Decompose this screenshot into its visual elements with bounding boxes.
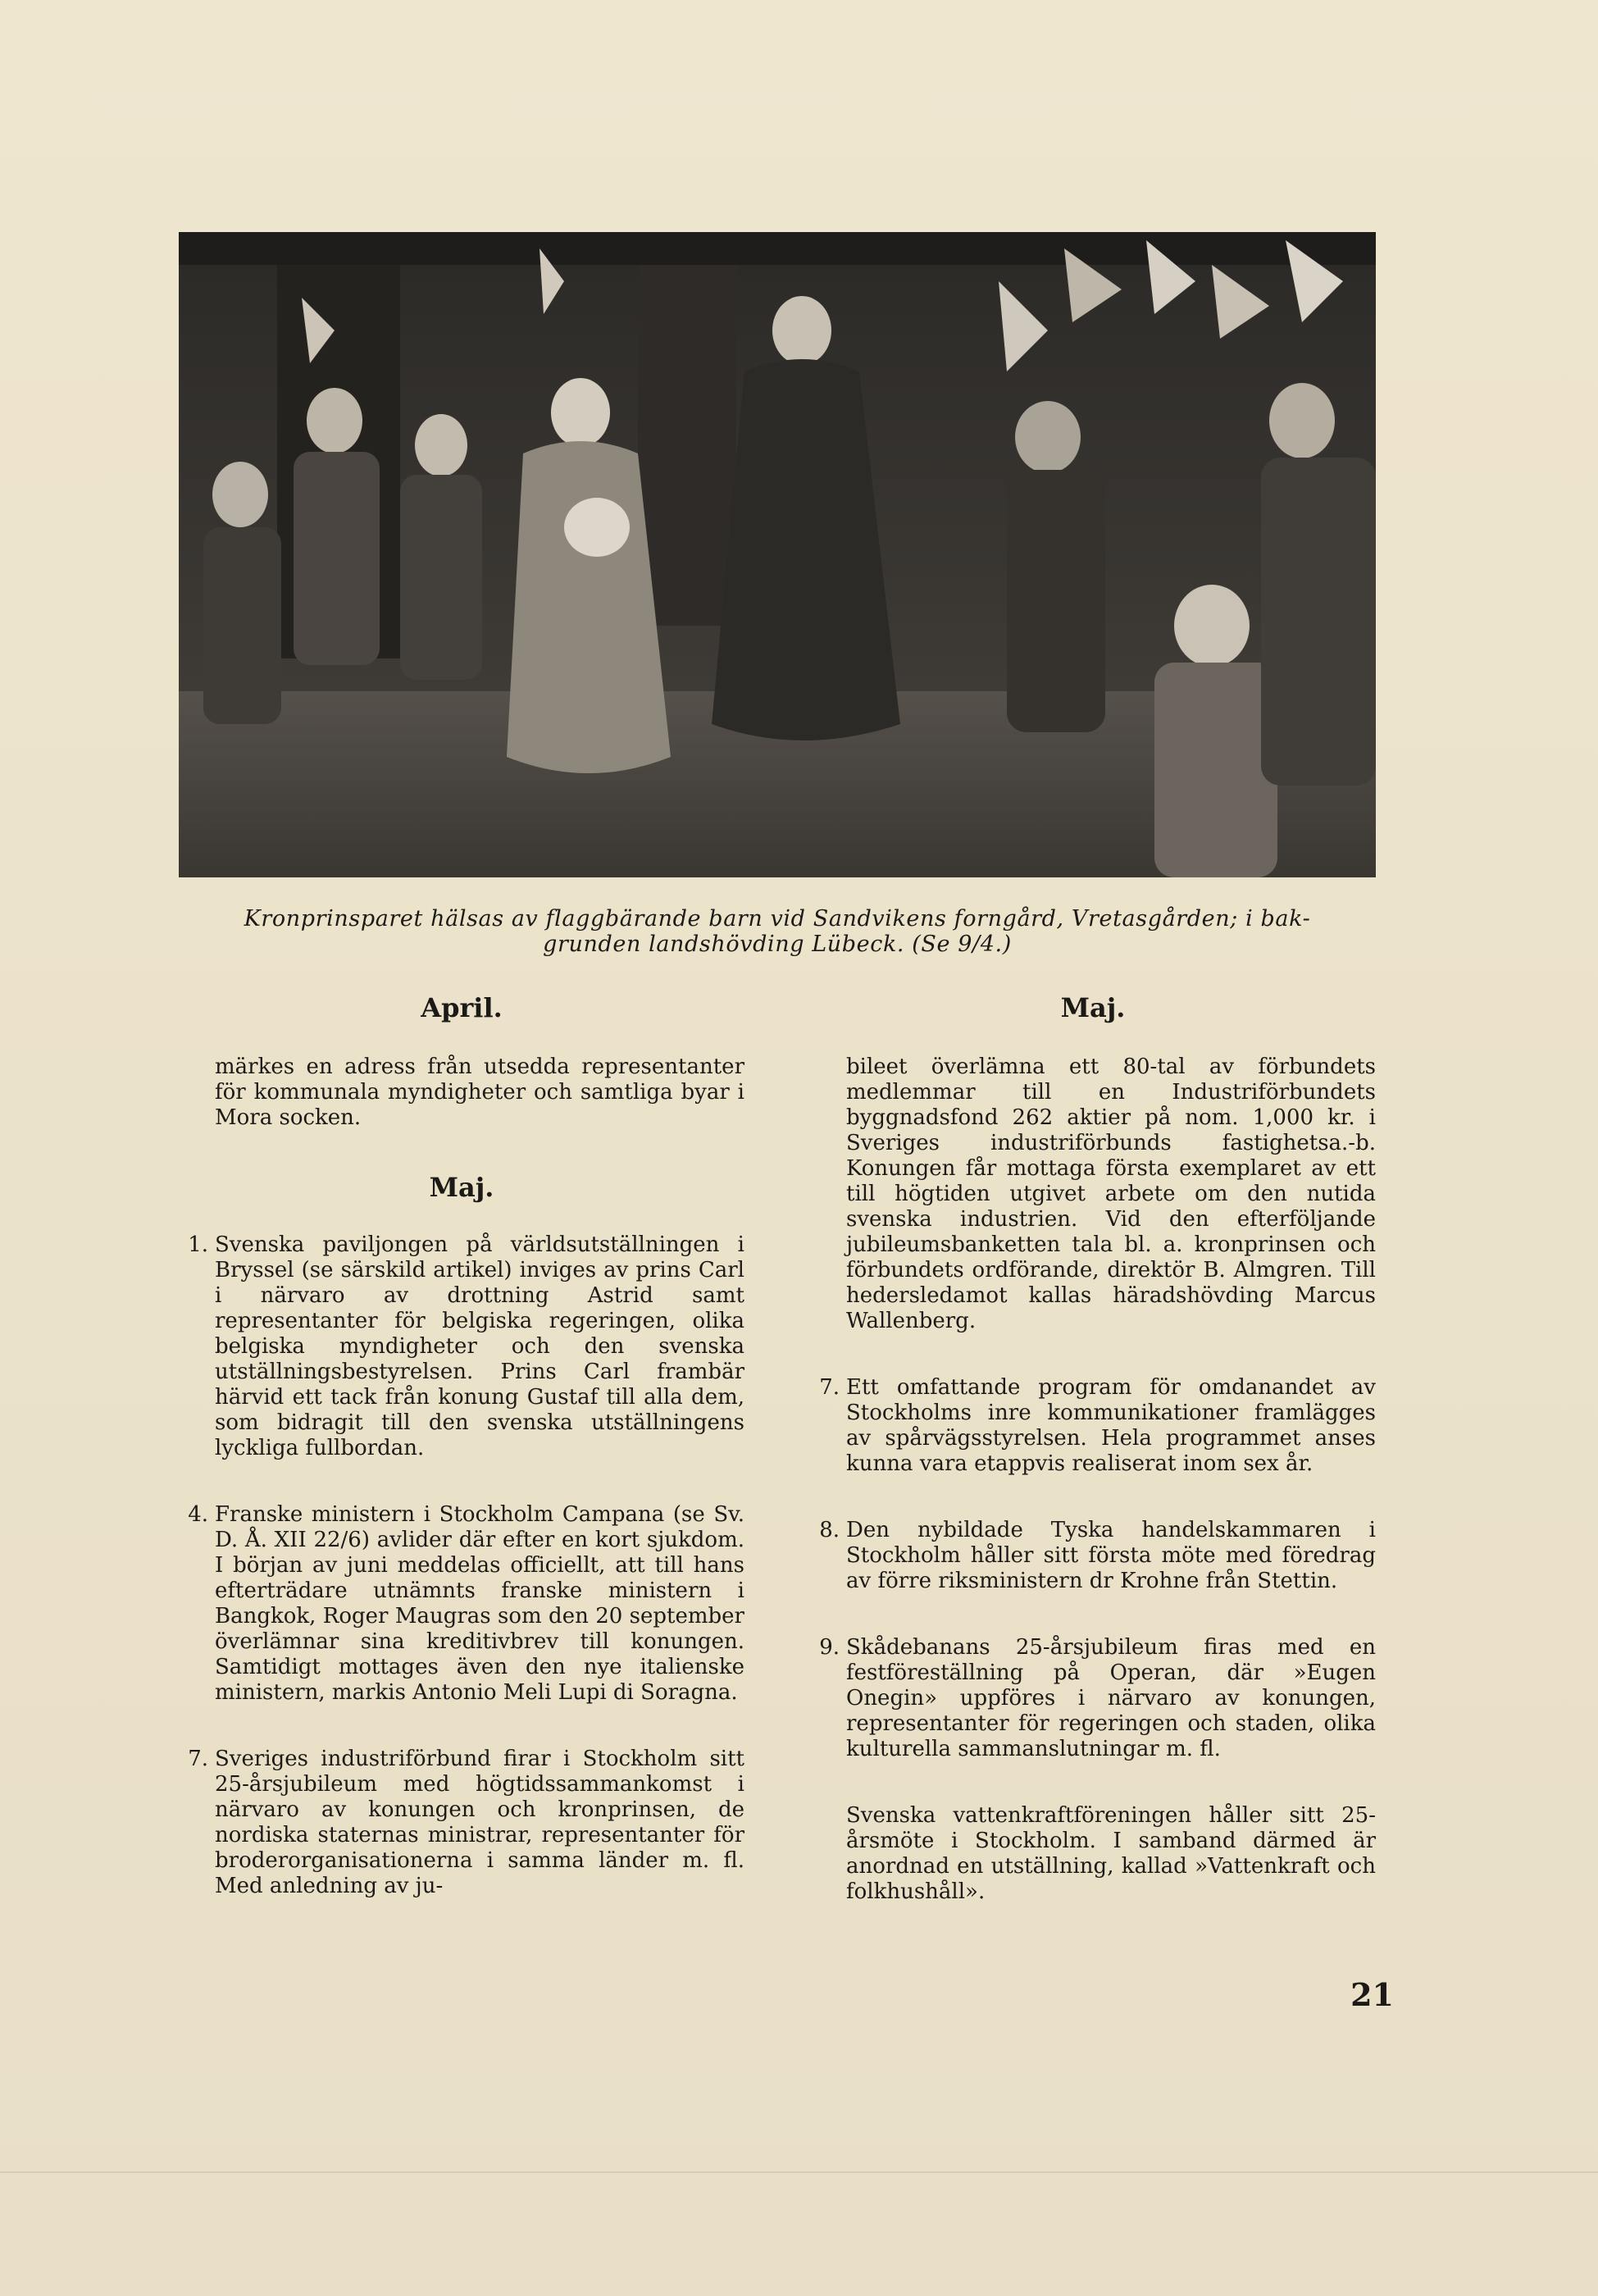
right-column [810,992,1376,1946]
list-item [810,1635,1376,1762]
caption-line-1: Kronprinsparet hälsas av flaggbärande barn vid Sandvikens forngård, Vretasgården; i bak- [244,906,1311,932]
page-fold-line [0,2171,1598,2173]
continuation-block [810,1055,1376,1334]
month-heading-maj-right: Maj. [1060,992,1126,1023]
entry-text: Skådebanans 25-årsjubileum firas med en festföreställning på Operan, där »Eugen Onegin» uppföres i närvaro av konungen, representanter för regeringen och staden, olika kulturella sammanslutningar m. fl. [846,1635,1376,1761]
photograph [179,232,1376,877]
entry-text: Ett omfattande program för omdanandet av Stockholms inre kommunikationer framlägges av spårvägsstyrelsen. Hela programmet anses kunna vara etappvis realiserat inom sex år. [846,1375,1376,1476]
april-intro-text: märkes en adress från utsedda representanter för kommunala myndigheter och samtliga byar i Mora socken. [215,1055,744,1130]
photo-illustration [179,232,1376,877]
list-item [810,1375,1376,1477]
list-item [810,1518,1376,1594]
entry-date: 4. [188,1502,208,1527]
entry-text: Den nybildade Tyska handelskammaren i Stockholm håller sitt första möte med föredrag av förre riksministern dr Krohne från Stettin. [846,1518,1376,1593]
month-heading-maj: Maj. [429,1172,494,1203]
entry-text: Franske ministern i Stockholm Campana (se Sv. D. Å. XII 22/6) avlider där efter en kort sjukdom. I början av juni meddelas officiellt, att till hans efterträdare utnämnts franske ministern i Bangkok, Roger Maugras som den 20 september överlämnar sina kreditivbrev till konungen. Samtidigt mottages även den nye italienske ministern, markis Antonio Meli Lupi di Soragna. [215,1502,744,1705]
entry-date: 9. [819,1635,840,1660]
entry-date: 7. [819,1375,840,1400]
closing-text: Svenska vattenkraftföreningen håller sitt 25-årsmöte i Stockholm. I samband därmed är anordnad en utställning, kallad »Vattenkraft och folkhushåll». [846,1803,1376,1904]
photo-caption [179,906,1376,957]
list-item [179,1502,744,1706]
entry-date: 1. [188,1232,208,1257]
entry-date: 7. [188,1747,208,1771]
left-column [179,992,744,1940]
list-item [179,1747,744,1899]
month-heading-april: April. [421,992,503,1023]
entry-date: 8. [819,1518,840,1542]
entry-text: Svenska paviljongen på världsutställningen i Bryssel (se särskild artikel) inviges av prins Carl i närvaro av drottning Astrid samt representanter för belgiska regeringen, olika belgiska myndigheter och den svenska utställningsbestyrelsen. Prins Carl frambär härvid ett tack från konung Gustaf till alla dem, som bidragit till den svenska utställningens lyckliga fullbordan. [215,1232,744,1460]
list-item [179,1232,744,1461]
page-number: 21 [1350,1976,1394,2013]
entry-text: Sveriges industriförbund firar i Stockholm sitt 25-årsjubileum med högtidssammankomst i närvaro av konungen och kronprinsen, de nordiska staternas ministrar, representanter för broderorganisationerna i samma länder m. fl. Med anledning av ju- [215,1747,744,1898]
continuation-text: bileet överlämna ett 80-tal av förbundets medlemmar till en Industriförbundets byggnadsfond 262 aktier på nom. 1,000 kr. i Sveriges industriförbunds fastighetsa.-b. Konungen får mottaga första exemplaret av ett till högtiden utgivet arbete om den nutida svenska industrien. Vid den efterföljande jubileumsbanketten tala bl. a. kronprinsen och förbundets ordförande, direktör B. Almgren. Till hedersledamot kallas häradshövding Marcus Wallenberg. [846,1055,1376,1333]
closing-block [810,1803,1376,1905]
caption-line-2: grunden landshövding Lübeck. (Se 9/4.) [543,932,1012,957]
